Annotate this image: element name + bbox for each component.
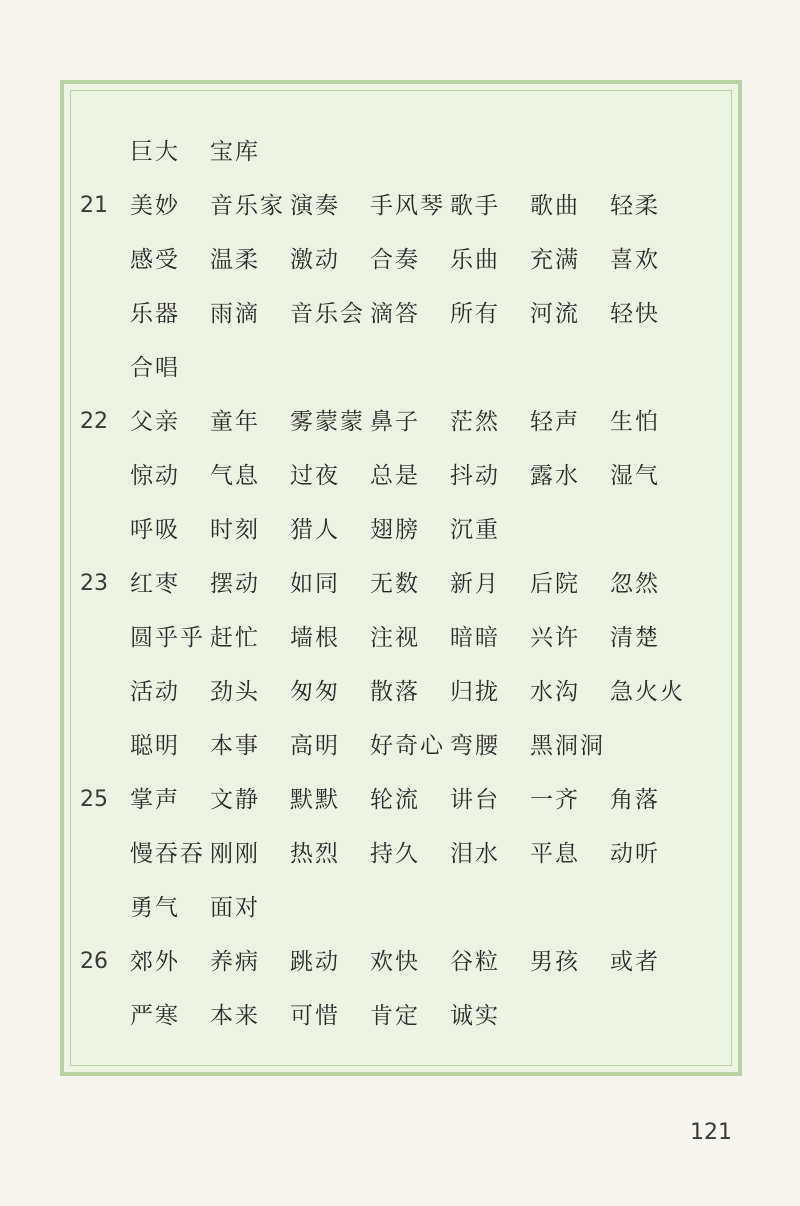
vocab-line: [0, 456, 800, 496]
vocab-word: 轮流: [370, 787, 420, 813]
vocab-word: 演奏: [290, 193, 340, 219]
vocab-line: [0, 996, 800, 1036]
vocab-word: 讲台: [450, 787, 500, 813]
vocab-line: [0, 186, 800, 226]
vocab-word: 摆动: [210, 571, 260, 597]
vocab-word: 兴许: [530, 625, 580, 651]
vocab-word: 聪明: [130, 733, 180, 759]
vocab-word: 诚实: [450, 1003, 500, 1029]
vocab-word: 翅膀: [370, 517, 420, 543]
vocab-word: 童年: [210, 409, 260, 435]
vocab-word: 雾蒙蒙: [290, 409, 365, 435]
vocab-line: [0, 726, 800, 766]
vocab-word: 歌曲: [530, 193, 580, 219]
vocab-word: 后院: [530, 571, 580, 597]
vocab-word: 归拢: [450, 679, 500, 705]
vocab-word: 一齐: [530, 787, 580, 813]
lesson-number: 21: [80, 193, 108, 218]
vocab-word: 激动: [290, 247, 340, 273]
vocab-word: 掌声: [130, 787, 180, 813]
vocab-word: 无数: [370, 571, 420, 597]
vocab-word: 刚刚: [210, 841, 260, 867]
vocab-word: 气息: [210, 463, 260, 489]
vocab-word: 父亲: [130, 409, 180, 435]
vocab-word: 喜欢: [610, 247, 660, 273]
vocab-word: 忽然: [610, 571, 660, 597]
vocab-word: 露水: [530, 463, 580, 489]
vocab-word: 湿气: [610, 463, 660, 489]
vocab-word: 郊外: [130, 949, 180, 975]
vocab-line: [0, 780, 800, 820]
vocab-word: 活动: [130, 679, 180, 705]
vocab-word: 新月: [450, 571, 500, 597]
vocab-word: 角落: [610, 787, 660, 813]
vocab-line: [0, 942, 800, 982]
vocab-word: 沉重: [450, 517, 500, 543]
vocab-word: 茫然: [450, 409, 500, 435]
vocab-word: 巨大: [130, 139, 180, 165]
vocab-word: 急火火: [610, 679, 685, 705]
vocab-word: 充满: [530, 247, 580, 273]
vocab-word: 热烈: [290, 841, 340, 867]
vocab-word: 音乐会: [290, 301, 365, 327]
vocab-word: 文静: [210, 787, 260, 813]
vocab-word: 总是: [370, 463, 420, 489]
vocab-word: 轻快: [610, 301, 660, 327]
vocab-word: 乐曲: [450, 247, 500, 273]
vocab-word: 合唱: [130, 355, 180, 381]
vocab-word: 合奏: [370, 247, 420, 273]
vocab-word: 严寒: [130, 1003, 180, 1029]
vocab-line: [0, 294, 800, 334]
vocab-word: 墙根: [290, 625, 340, 651]
vocab-word: 高明: [290, 733, 340, 759]
vocab-word: 肯定: [370, 1003, 420, 1029]
vocab-word: 如同: [290, 571, 340, 597]
vocab-word: 本事: [210, 733, 260, 759]
lesson-number: 25: [80, 787, 108, 812]
vocab-word: 黑洞洞: [530, 733, 605, 759]
vocab-word: 平息: [530, 841, 580, 867]
vocab-word: 持久: [370, 841, 420, 867]
page-number: 121: [690, 1120, 732, 1145]
vocab-word: 谷粒: [450, 949, 500, 975]
vocab-word: 雨滴: [210, 301, 260, 327]
vocab-word: 赶忙: [210, 625, 260, 651]
vocab-word: 抖动: [450, 463, 500, 489]
vocab-word: 美妙: [130, 193, 180, 219]
vocab-word: 感受: [130, 247, 180, 273]
vocab-word: 匆匆: [290, 679, 340, 705]
vocab-word: 注视: [370, 625, 420, 651]
vocab-word: 乐器: [130, 301, 180, 327]
vocab-word: 宝库: [210, 139, 260, 165]
vocab-word: 暗暗: [450, 625, 500, 651]
vocab-word: 本来: [210, 1003, 260, 1029]
vocab-word: 红枣: [130, 571, 180, 597]
vocab-line: [0, 132, 800, 172]
vocab-word: 弯腰: [450, 733, 500, 759]
vocab-line: [0, 672, 800, 712]
vocab-word: 男孩: [530, 949, 580, 975]
vocab-word: 河流: [530, 301, 580, 327]
vocab-word: 泪水: [450, 841, 500, 867]
vocab-word: 生怕: [610, 409, 660, 435]
vocab-word: 温柔: [210, 247, 260, 273]
lesson-number: 26: [80, 949, 108, 974]
vocab-word: 好奇心: [370, 733, 445, 759]
vocab-word: 劲头: [210, 679, 260, 705]
vocab-word: 轻声: [530, 409, 580, 435]
vocab-word: 圆乎乎: [130, 625, 205, 651]
vocab-line: [0, 402, 800, 442]
vocab-word: 水沟: [530, 679, 580, 705]
vocab-word: 清楚: [610, 625, 660, 651]
vocab-line: [0, 888, 800, 928]
vocab-word: 面对: [210, 895, 260, 921]
vocab-line: [0, 348, 800, 388]
vocab-word: 默默: [290, 787, 340, 813]
vocab-word: 或者: [610, 949, 660, 975]
lesson-number: 22: [80, 409, 108, 434]
vocab-word: 音乐家: [210, 193, 285, 219]
vocab-word: 动听: [610, 841, 660, 867]
vocab-word: 所有: [450, 301, 500, 327]
vocab-word: 滴答: [370, 301, 420, 327]
lesson-number: 23: [80, 571, 108, 596]
vocab-word: 猎人: [290, 517, 340, 543]
vocab-word: 时刻: [210, 517, 260, 543]
vocab-word: 惊动: [130, 463, 180, 489]
vocab-word: 慢吞吞: [130, 841, 205, 867]
vocab-word: 欢快: [370, 949, 420, 975]
vocab-word: 勇气: [130, 895, 180, 921]
vocab-line: [0, 618, 800, 658]
vocab-word: 呼吸: [130, 517, 180, 543]
vocab-word: 轻柔: [610, 193, 660, 219]
vocab-word: 歌手: [450, 193, 500, 219]
vocab-word: 手风琴: [370, 193, 445, 219]
vocab-word: 可惜: [290, 1003, 340, 1029]
vocab-line: [0, 564, 800, 604]
vocab-line: [0, 834, 800, 874]
vocab-word: 过夜: [290, 463, 340, 489]
vocab-word: 养病: [210, 949, 260, 975]
vocab-word: 散落: [370, 679, 420, 705]
vocab-word: 鼻子: [370, 409, 420, 435]
vocab-line: [0, 240, 800, 280]
vocab-line: [0, 510, 800, 550]
vocab-word: 跳动: [290, 949, 340, 975]
